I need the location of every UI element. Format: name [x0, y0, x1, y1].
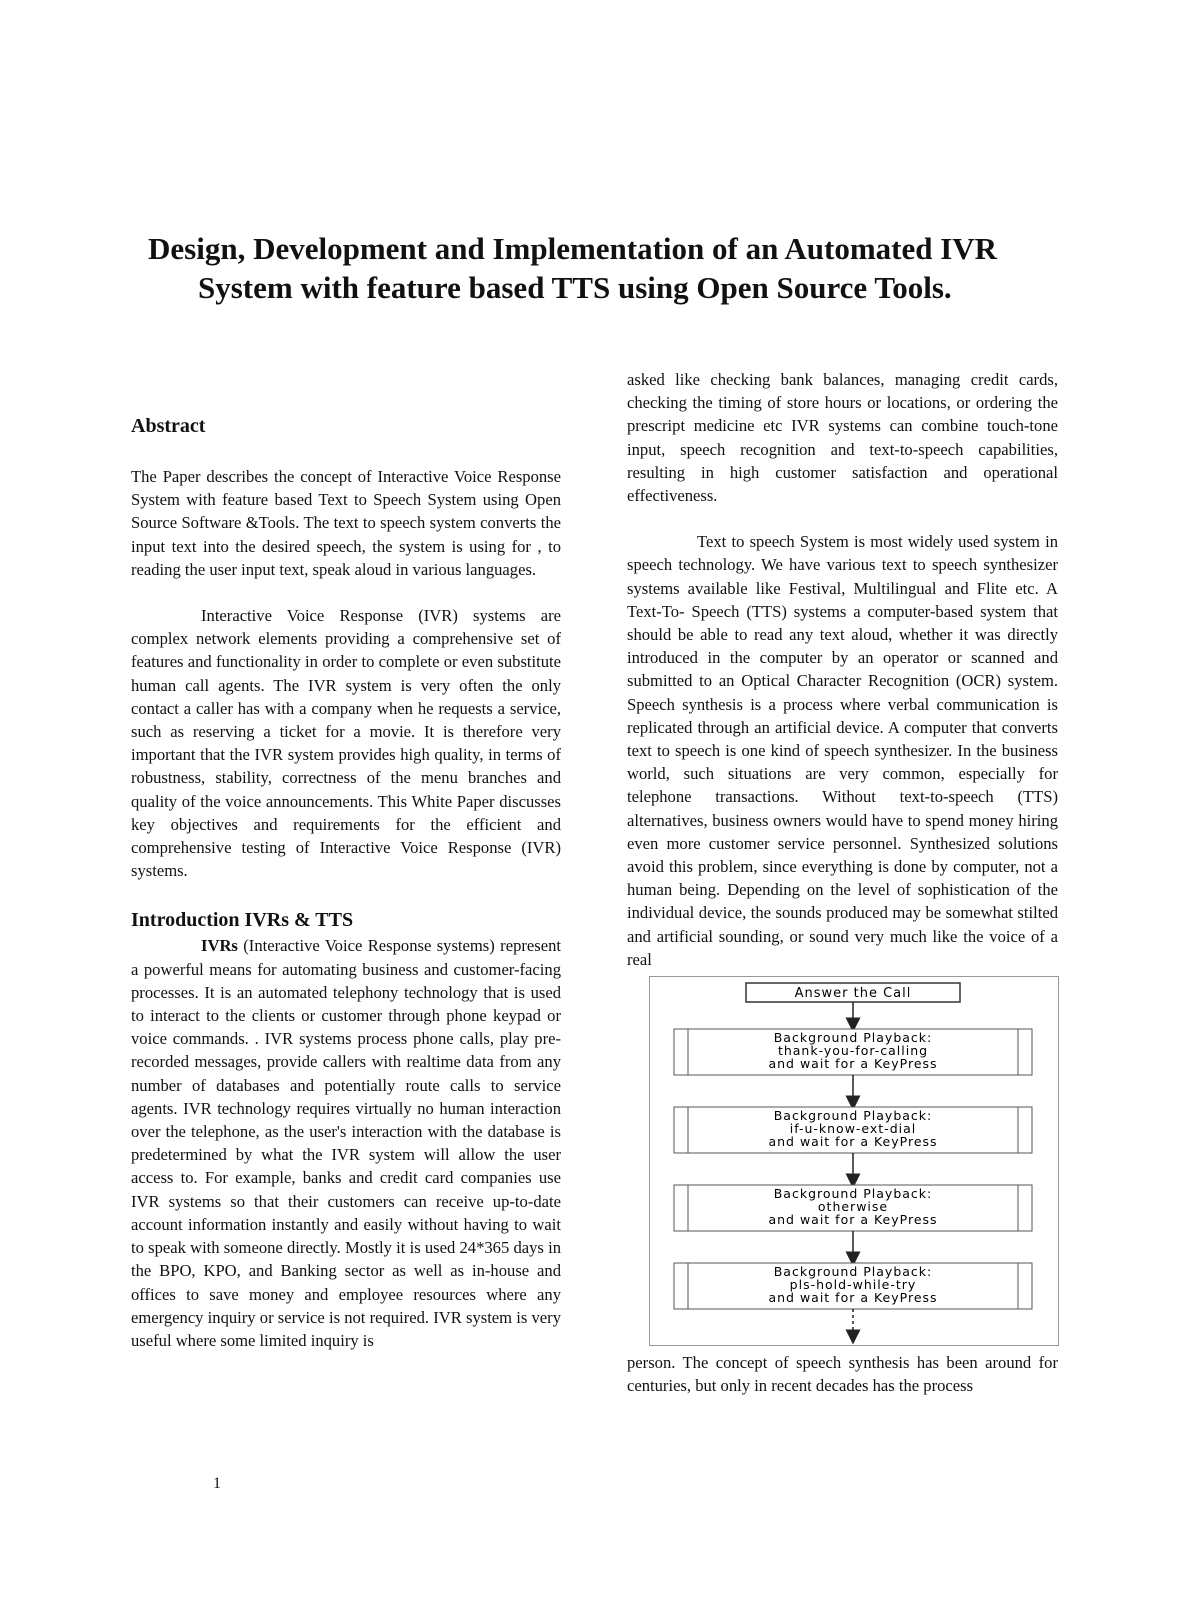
- flowchart-step-1-line-1: Background Playback:: [773, 1030, 933, 1046]
- flowchart-step-4-line-3: and wait for a KeyPress: [768, 1290, 938, 1306]
- flowchart-start-box: [746, 983, 960, 1002]
- flowchart-step-1-line-3: and wait for a KeyPress: [768, 1056, 938, 1072]
- continuation-paragraph: asked like checking bank balances, managing credit cards, checking the timing of store hours or locations, or ordering the prescript medicine etc IVR systems can combine touch-tone input, speech recognition and text-to-speech capabilities, resulting in high customer satisfaction and operational effectiveness.: [627, 370, 1058, 506]
- abstract-paragraph-2: Interactive Voice Response (IVR) systems are complex network elements providing a comprehensive set of features and functionality in order to complete or even substitute human call agents. The IVR system is very often the only contact a caller has with a company when he requests a service, such as reserving a ticket for a movie. It is therefore very important that the IVR system provides high quality, in terms of robustness, stability, correctness of the menu branches and quality of the voice announcements. This White Paper discusses key objectives and requirements for the efficient and comprehensive testing of Interactive Voice Response (IVR) systems.: [131, 606, 561, 881]
- flowchart-step-1-line-2: thank-you-for-calling: [777, 1043, 929, 1059]
- flowchart-step-3-line-3: and wait for a KeyPress: [768, 1212, 938, 1228]
- abstract-heading: Abstract: [131, 415, 206, 437]
- tts-paragraph: Text to speech System is most widely used system in speech technology. We have various text to speech synthesizer systems available like Festival, Multilingual and Flite etc. A Text-To- Speech (TTS) systems a computer-based system that should be able to read any text aloud, whether it was directly introduced in the computer by an operator or scanned and submitted to an Optical Character Recognition (OCR) system. Speech synthesis is a process where verbal communication is replicated through an artificial device. A computer that converts text to speech is one kind of speech synthesizer. In the business world, such situations are very common, especially for telephone transactions. Without text-to-speech (TTS) alternatives, business owners would have to spend money hiring even more customer service personnel. Synthesized solutions avoid this problem, since everything is done by computer, not a human being. Depending on the level of sophistication of the individual device, the sounds produced may be somewhat stilted and artificial sounding, or sound very much like the voice of a real: [627, 532, 1058, 969]
- abstract-paragraph-1: The Paper describes the concept of Interactive Voice Response System with feature based Text to Speech System using Open Source Software &Tools. The text to speech system converts the input text into the desired speech, the system is using for , to reading the user input text, speak aloud in various languages.: [131, 467, 561, 579]
- flowchart-diagram: [650, 977, 1058, 1345]
- flowchart-step-2-line-1: Background Playback:: [773, 1108, 933, 1124]
- after-figure-paragraph: person. The concept of speech synthesis has been around for centuries, but only in recent decades has the process: [627, 1353, 1058, 1396]
- right-column: [627, 368, 1058, 1397]
- flowchart-step-3-line-2: otherwise: [817, 1199, 889, 1215]
- paper-title: Design, Development and Implementation of an Automated IVR System with feature based TTS using Open Source Tools.: [148, 231, 998, 305]
- introduction-lead: IVRs: [201, 936, 238, 956]
- introduction-body: (Interactive Voice Response systems) represent a powerful means for automating business and customer-facing processes. It is an automated telephony technology that is used to interact to the clients or customer through phone keypad or voice commands. . IVR systems process phone calls, play pre-recorded messages, provide callers with realtime data from any number of databases and potentially route calls to service agents. IVR technology requires virtually no human interaction over the telephone, as the user's interaction with the database is predetermined by what the IVR system will allow the user access to. For example, banks and credit card companies use IVR systems so that their customers can receive up-to-date account information instantly and easily without having to wait to speak with someone directly. Mostly it is used 24*365 days in the BPO, KPO, and Banking sector as well as in-house and offices to save money and employee resources where any emergency inquiry or service is not required. IVR system is very useful where some limited inquiry is: [131, 936, 561, 1350]
- flowchart-step-1: [674, 1029, 1032, 1075]
- flowchart-start-label: Answer the Call: [794, 986, 912, 1002]
- flowchart-step-3-line-1: Background Playback:: [773, 1186, 933, 1202]
- flowchart-step-4-line-2: pls-hold-while-try: [789, 1277, 917, 1293]
- flowchart-step-2-line-2: if-u-know-ext-dial: [789, 1121, 917, 1137]
- left-column: [131, 412, 561, 1352]
- ivr-flowchart: [649, 976, 1059, 1346]
- flowchart-step-4: [674, 1263, 1032, 1309]
- page-number: 1: [213, 1475, 221, 1492]
- flowchart-step-3: [674, 1185, 1032, 1231]
- flowchart-step-2: [674, 1107, 1032, 1153]
- flowchart-step-2-line-3: and wait for a KeyPress: [768, 1134, 938, 1150]
- introduction-heading: Introduction IVRs & TTS: [131, 909, 354, 932]
- flowchart-step-4-line-1: Background Playback:: [773, 1264, 933, 1280]
- introduction-paragraph: [131, 934, 561, 1352]
